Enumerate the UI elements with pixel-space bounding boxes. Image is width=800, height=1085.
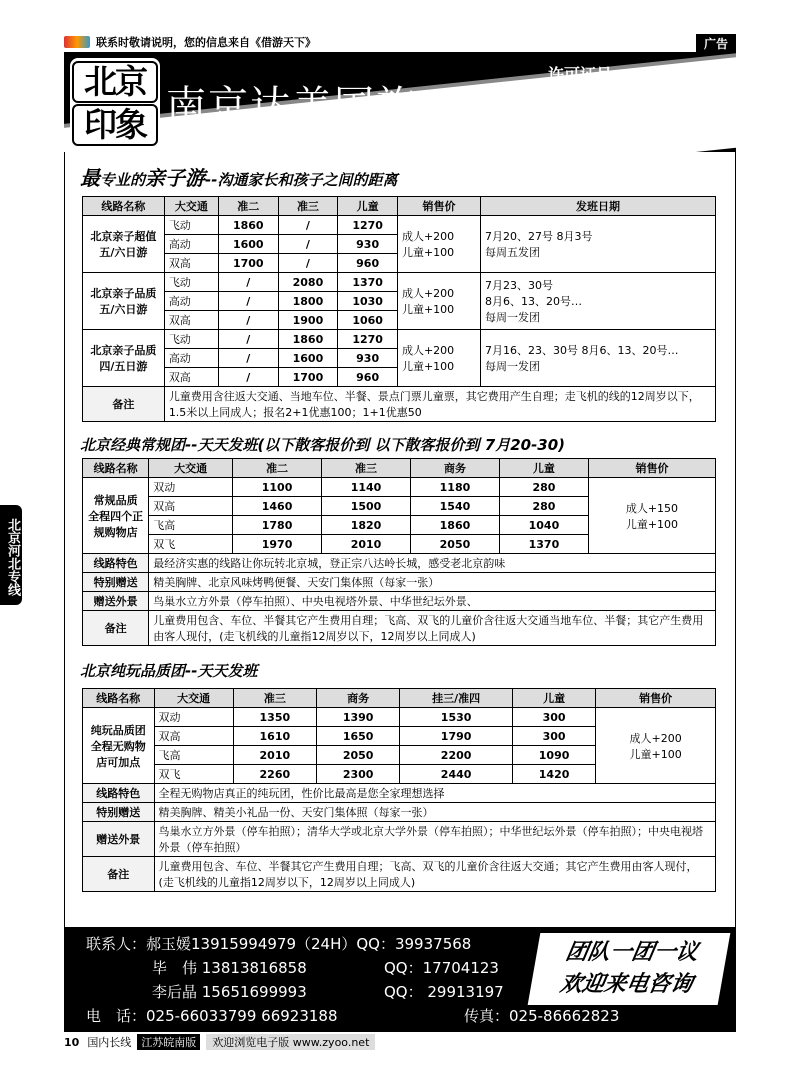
table-cell: 双飞: [149, 535, 233, 554]
table-cell: 线路特色: [83, 554, 149, 573]
table-header-cell: 销售价: [397, 197, 480, 216]
table-row: [83, 822, 716, 857]
table-header-cell: 准三: [278, 197, 338, 216]
table-cell: 双高: [149, 497, 233, 516]
table-cell: /: [218, 349, 278, 368]
table-cell: 成人+200 儿童+100: [397, 216, 480, 273]
table-cell: 1600: [278, 349, 338, 368]
table-cell: 7月20、27号 8月3号 每周五发团: [481, 216, 716, 273]
table-cell: 精美胸牌、精美小礼品一份、天安门集体照（每家一张）: [154, 803, 715, 822]
table-cell: 赠送外景: [83, 822, 155, 857]
table-cell: 7月23、30号 8月6、13、20号… 每周一发团: [481, 273, 716, 330]
table-row: [83, 554, 716, 573]
table-cell: /: [218, 330, 278, 349]
table-cell: 1530: [400, 708, 513, 727]
table-cell: 280: [499, 478, 588, 497]
table-cell: 1540: [411, 497, 500, 516]
table-header-cell: 商务: [316, 689, 399, 708]
table-cell: 2010: [233, 746, 316, 765]
table-cell: 2050: [411, 535, 500, 554]
table-cell: 北京亲子品质五/六日游: [83, 273, 165, 330]
table-header-cell: 准二: [233, 459, 322, 478]
table-header-cell: 线路名称: [83, 689, 155, 708]
table-cell: 备注: [83, 611, 149, 646]
table-cell: 1790: [400, 727, 513, 746]
table-cell: /: [218, 292, 278, 311]
table-row: [83, 708, 716, 727]
table-cell: 1180: [411, 478, 500, 497]
table-cell: 1820: [322, 516, 411, 535]
table-cell: 1900: [278, 311, 338, 330]
table-header-cell: 发班日期: [481, 197, 716, 216]
table-row: [83, 330, 716, 349]
table-row: [83, 478, 716, 497]
edition-label: 江苏皖南版: [137, 1034, 200, 1050]
table-cell: 双飞: [154, 765, 233, 784]
table-cell: 高动: [164, 235, 218, 254]
license-number: 许可证号：L-JS01667: [548, 65, 718, 84]
table-row: [83, 592, 716, 611]
table-cell: 最经济实惠的线路让你玩转北京城，登正宗八达岭长城，感受老北京韵味: [149, 554, 716, 573]
table-cell: 1860: [278, 330, 338, 349]
table-cell: 常规品质 全程四个正规购物店: [83, 478, 149, 554]
table-header-cell: 销售价: [596, 689, 716, 708]
table-cell: 2440: [400, 765, 513, 784]
table-cell: 成人+200 儿童+100: [397, 273, 480, 330]
table-cell: 1700: [218, 254, 278, 273]
table-cell: 儿童费用包含、车位、半餐其它产生费用自理；飞高、双飞的儿童价含往返大交通当地车位、半餐；其它产生费用由客人现付，(走飞机线的儿童指12周岁以下，12周岁以上同成人): [149, 611, 716, 646]
family-tour-table: [82, 196, 716, 422]
contact-line-1: 联系人：郝玉媛13915994979（24H）QQ：39937568: [86, 935, 472, 953]
table-header-cell: 大交通: [149, 459, 233, 478]
table-cell: 1600: [218, 235, 278, 254]
table-cell: /: [278, 254, 338, 273]
table-cell: 特别赠送: [83, 803, 155, 822]
website-link[interactable]: 欢迎浏览电子版 www.zyoo.net: [206, 1034, 375, 1050]
table-row: [83, 216, 716, 235]
table-cell: 成人+200 儿童+100: [397, 330, 480, 387]
table-cell: 1100: [233, 478, 322, 497]
table-header-row: [83, 197, 716, 216]
table-cell: 2080: [278, 273, 338, 292]
table-cell: 1970: [233, 535, 322, 554]
table-cell: 1420: [512, 765, 595, 784]
table-cell: 特别赠送: [83, 573, 149, 592]
table-cell: 1040: [499, 516, 588, 535]
table-cell: 备注: [83, 857, 155, 892]
table-cell: 2010: [322, 535, 411, 554]
table-header-row: [83, 689, 716, 708]
table-cell: 成人+200 儿童+100: [596, 708, 716, 784]
table-cell: 飞动: [164, 273, 218, 292]
table-row: [83, 573, 716, 592]
table-cell: 成人+150 儿童+100: [588, 478, 715, 554]
table-header-row: [83, 459, 716, 478]
table-cell: 2050: [316, 746, 399, 765]
table-header-cell: 准三: [233, 689, 316, 708]
table-cell: 飞高: [154, 746, 233, 765]
section-title-classic-tour: 北京经典常规团--天天发班(以下散客报价到 以下散客报价到 7月20-30): [80, 436, 566, 454]
table-cell: 鸟巢水立方外景（停车拍照）、中央电视塔外景、中华世纪坛外景、: [149, 592, 716, 611]
table-cell: 双动: [154, 708, 233, 727]
table-cell: 2300: [316, 765, 399, 784]
table-cell: 1270: [338, 216, 398, 235]
top-bar: [64, 32, 736, 52]
table-cell: 960: [338, 368, 398, 387]
table-header-cell: 大交通: [154, 689, 233, 708]
table-header-cell: 准三: [322, 459, 411, 478]
table-cell: 双高: [154, 727, 233, 746]
table-cell: 300: [512, 708, 595, 727]
table-cell: /: [278, 235, 338, 254]
agency-subtitle: --北京良友南京办: [418, 95, 635, 126]
table-cell: 赠送外景: [83, 592, 149, 611]
table-header-cell: 商务: [411, 459, 500, 478]
classic-tour-table: [82, 458, 716, 646]
table-row: [83, 273, 716, 292]
table-cell: /: [218, 368, 278, 387]
table-cell: 1090: [512, 746, 595, 765]
table-cell: 北京亲子超值五/六日游: [83, 216, 165, 273]
beijing-impression-logo: 北京 印象: [70, 58, 160, 138]
table-cell: 1800: [278, 292, 338, 311]
table-cell: 2260: [233, 765, 316, 784]
table-cell: 1500: [322, 497, 411, 516]
table-header-cell: 大交通: [164, 197, 218, 216]
table-row: [83, 784, 716, 803]
agency-title: 南京达美国旅--北京良友南京办: [166, 83, 635, 129]
table-cell: 930: [338, 349, 398, 368]
table-cell: 北京亲子品质四/五日游: [83, 330, 165, 387]
table-cell: 双高: [164, 368, 218, 387]
table-header-cell: 销售价: [588, 459, 715, 478]
table-row: [83, 611, 716, 646]
section-title-pure-tour: 北京纯玩品质团--天天发班: [80, 662, 258, 680]
table-cell: 1610: [233, 727, 316, 746]
table-cell: 1060: [338, 311, 398, 330]
section-title-family-tour: 最专业的亲子游--沟通家长和孩子之间的距离: [80, 166, 398, 190]
table-cell: 纯玩品质团 全程无购物店可加点: [83, 708, 155, 784]
fax-number: 传真：025-86662823: [464, 1007, 620, 1025]
table-cell: 飞高: [149, 516, 233, 535]
table-header-cell: 儿童: [338, 197, 398, 216]
table-cell: 双高: [164, 254, 218, 273]
table-header-cell: 儿童: [499, 459, 588, 478]
table-cell: 1140: [322, 478, 411, 497]
table-header-cell: 线路名称: [83, 197, 165, 216]
contact-line-2: 毕 伟 13813816858: [152, 959, 307, 977]
table-cell: 1860: [218, 216, 278, 235]
table-cell: 930: [338, 235, 398, 254]
table-header-cell: 准二: [218, 197, 278, 216]
table-cell: 鸟巢水立方外景（停车拍照）；清华大学或北京大学外景（停车拍照）；中华世纪坛外景（停车拍照）；中央电视塔外景（停车拍照）: [154, 822, 715, 857]
table-row: [83, 857, 716, 892]
table-cell: 儿童费用包含、车位、半餐其它产生费用自理；飞高、双飞的儿童价含往返大交通；其它产生费用由客人现付，(走飞机线的儿童指12周岁以下，12周岁以上同成人): [154, 857, 715, 892]
page-number: 10: [64, 1035, 80, 1049]
table-cell: 960: [338, 254, 398, 273]
table-cell: 飞动: [164, 330, 218, 349]
table-cell: 1780: [233, 516, 322, 535]
table-cell: 双动: [149, 478, 233, 497]
table-cell: 高动: [164, 349, 218, 368]
table-header-cell: 挂三/准四: [400, 689, 513, 708]
contact-footer: [64, 927, 736, 1032]
table-cell: 双高: [164, 311, 218, 330]
table-cell: 1460: [233, 497, 322, 516]
page-section: 国内长线: [87, 1036, 132, 1049]
page-footer: [64, 1034, 375, 1050]
table-cell: 1030: [338, 292, 398, 311]
table-cell: 飞动: [164, 216, 218, 235]
table-cell: 1270: [338, 330, 398, 349]
table-cell: 7月16、23、30号 8月6、13、20号… 每周一发团: [481, 330, 716, 387]
ad-tag: 广告: [696, 34, 736, 53]
table-cell: 高动: [164, 292, 218, 311]
contact-line-3: 李后晶 15651699993: [152, 983, 307, 1001]
table-cell: /: [278, 216, 338, 235]
table-row: [83, 803, 716, 822]
table-cell: 1650: [316, 727, 399, 746]
source-notice: 联系时敬请说明，您的信息来自《借游天下》: [96, 36, 316, 49]
slogan-box: 团队一团一议 欢迎来电咨询: [528, 933, 731, 1005]
header-banner: [64, 52, 736, 152]
table-cell: 精美胸牌、北京风味烤鸭便餐、天安门集体照（每家一张）: [149, 573, 716, 592]
contact-qq-2: QQ：17704123: [384, 959, 499, 977]
table-cell: 全程无购物店真正的纯玩团，性价比最高是您全家理想选择: [154, 784, 715, 803]
table-header-cell: 儿童: [512, 689, 595, 708]
table-cell: 2200: [400, 746, 513, 765]
table-row: [83, 387, 716, 422]
table-cell: 1350: [233, 708, 316, 727]
table-cell: 300: [512, 727, 595, 746]
table-cell: 1370: [499, 535, 588, 554]
pure-tour-table: [82, 688, 716, 892]
table-cell: 1700: [278, 368, 338, 387]
table-cell: 1860: [411, 516, 500, 535]
contact-qq-3: QQ： 29913197: [384, 983, 504, 1001]
publication-logo-icon: [64, 36, 90, 48]
table-cell: 线路特色: [83, 784, 155, 803]
table-cell: /: [218, 311, 278, 330]
table-cell: 儿童费用含往返大交通、当地车位、半餐、景点门票儿童票，其它费用产生自理；走飞机的线的12周岁以下，1.5米以上同成人；报名2+1优惠100；1+1优惠50: [164, 387, 715, 422]
table-cell: 1390: [316, 708, 399, 727]
table-header-cell: 线路名称: [83, 459, 149, 478]
side-section-tab: 北京河北专线: [0, 505, 22, 605]
table-cell: 280: [499, 497, 588, 516]
phone-numbers: 电 话：025-66033799 66923188: [86, 1007, 338, 1025]
table-cell: 备注: [83, 387, 165, 422]
table-cell: /: [218, 273, 278, 292]
table-cell: 1370: [338, 273, 398, 292]
